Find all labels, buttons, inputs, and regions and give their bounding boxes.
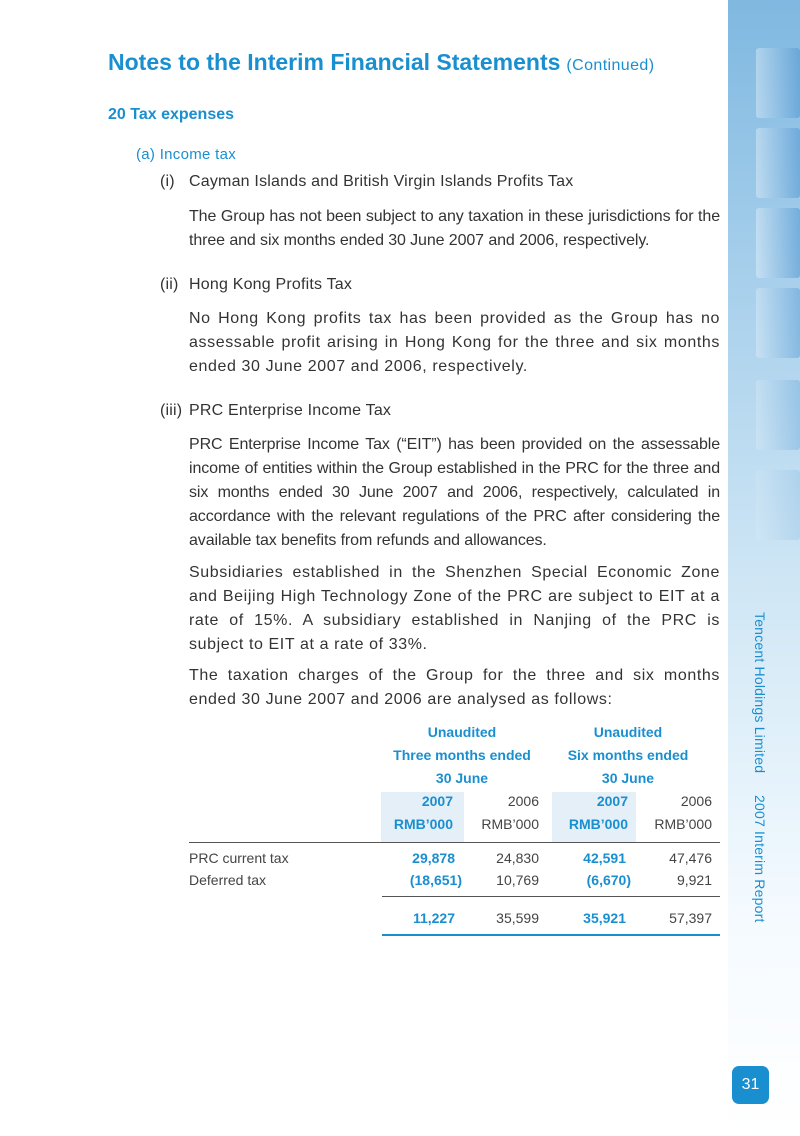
total-cell: 57,397 xyxy=(669,910,712,926)
section-heading: 20 Tax expenses xyxy=(108,106,235,123)
item-heading-ii xyxy=(160,276,352,294)
decorative-tile xyxy=(756,128,800,198)
column-year: 2007 xyxy=(421,793,453,809)
column-unit: RMB’000 xyxy=(393,816,453,832)
item-number: (iii) xyxy=(160,402,183,419)
item-title: Cayman Islands and British Virgin Islands Profits Tax xyxy=(189,173,574,190)
decorative-tile xyxy=(756,470,800,540)
decorative-tile xyxy=(756,288,800,358)
column-group-header: Three months ended xyxy=(393,747,531,763)
column-group-header: Unaudited xyxy=(427,724,497,740)
page-number: 31 xyxy=(732,1066,769,1104)
table-cell: 47,476 xyxy=(669,850,712,866)
item-heading-i xyxy=(160,173,573,191)
sidebar-decoration xyxy=(728,0,800,1136)
item-number: (i) xyxy=(160,173,175,190)
column-unit: RMB’000 xyxy=(481,816,539,832)
subtotal-rule xyxy=(382,896,720,897)
subsection-heading: (a) Income tax xyxy=(136,146,237,163)
column-unit: RMB’000 xyxy=(568,816,628,832)
page-title-text: Notes to the Interim Financial Statements xyxy=(108,49,561,75)
table-cell: 24,830 xyxy=(496,850,539,866)
row-label: PRC current tax xyxy=(189,850,289,866)
item-title: PRC Enterprise Income Tax xyxy=(189,402,392,419)
total-underline xyxy=(382,934,720,936)
item-title: Hong Kong Profits Tax xyxy=(189,276,353,293)
paragraph: The taxation charges of the Group for the three and six months ended 30 June 2007 and 2006 are analysed as follows: xyxy=(189,667,720,708)
column-group-header: 30 June xyxy=(601,770,655,786)
table-cell: 10,769 xyxy=(496,872,539,888)
total-cell: 11,227 xyxy=(412,910,455,926)
decorative-tile xyxy=(756,380,800,450)
table-cell: 9,921 xyxy=(676,872,712,888)
sidebar-running-title xyxy=(752,612,776,962)
column-group-header: Unaudited xyxy=(593,724,663,740)
column-group-header: Six months ended xyxy=(567,747,689,763)
decorative-tile xyxy=(756,48,800,118)
column-year: 2007 xyxy=(596,793,628,809)
table-cell: (6,670) xyxy=(586,872,631,888)
table-cell: (18,651) xyxy=(409,872,462,888)
paragraph: No Hong Kong profits tax has been provided as the Group has no assessable profit arising in Hong Kong for the three and six months ended 30 June 2007 and 2006, respectively. xyxy=(189,310,720,375)
paragraph: The Group has not been subject to any taxation in these jurisdictions for the three and six months ended 30 June 2007 and 2006, respectively. xyxy=(189,208,720,249)
item-number: (ii) xyxy=(160,276,179,293)
table-cell: 29,878 xyxy=(412,850,455,866)
page-title-continued: (Continued) xyxy=(566,57,655,74)
column-unit: RMB’000 xyxy=(654,816,712,832)
column-year: 2006 xyxy=(680,793,712,809)
sidebar-report-text: 2007 Interim Report xyxy=(752,795,768,923)
row-label: Deferred tax xyxy=(189,872,267,888)
column-group-header: 30 June xyxy=(435,770,489,786)
decorative-tile xyxy=(756,208,800,278)
paragraph: Subsidiaries established in the Shenzhen Special Economic Zone and Beijing High Technology Zone of the PRC are subject to EIT at a rate of 15%. A subsidiary established in Nanjing of the PRC is subject to EIT at a rate of 33%. xyxy=(189,564,720,653)
sidebar-company-text: Tencent Holdings Limited xyxy=(752,612,768,774)
column-year: 2006 xyxy=(507,793,539,809)
page-title xyxy=(108,49,654,76)
total-cell: 35,599 xyxy=(496,910,539,926)
table-divider xyxy=(189,842,720,843)
item-heading-iii xyxy=(160,402,391,420)
paragraph: PRC Enterprise Income Tax (“EIT”) has been provided on the assessable income of entities within the Group established in the PRC for the three and six months ended 30 June 2007 and 2006, respectively, calculated in accordance with the relevant regulations of the PRC after considering the available tax benefits from refunds and allowances. xyxy=(189,436,720,549)
table-cell: 42,591 xyxy=(583,850,626,866)
total-cell: 35,921 xyxy=(583,910,626,926)
sidebar-company-name xyxy=(752,612,768,923)
